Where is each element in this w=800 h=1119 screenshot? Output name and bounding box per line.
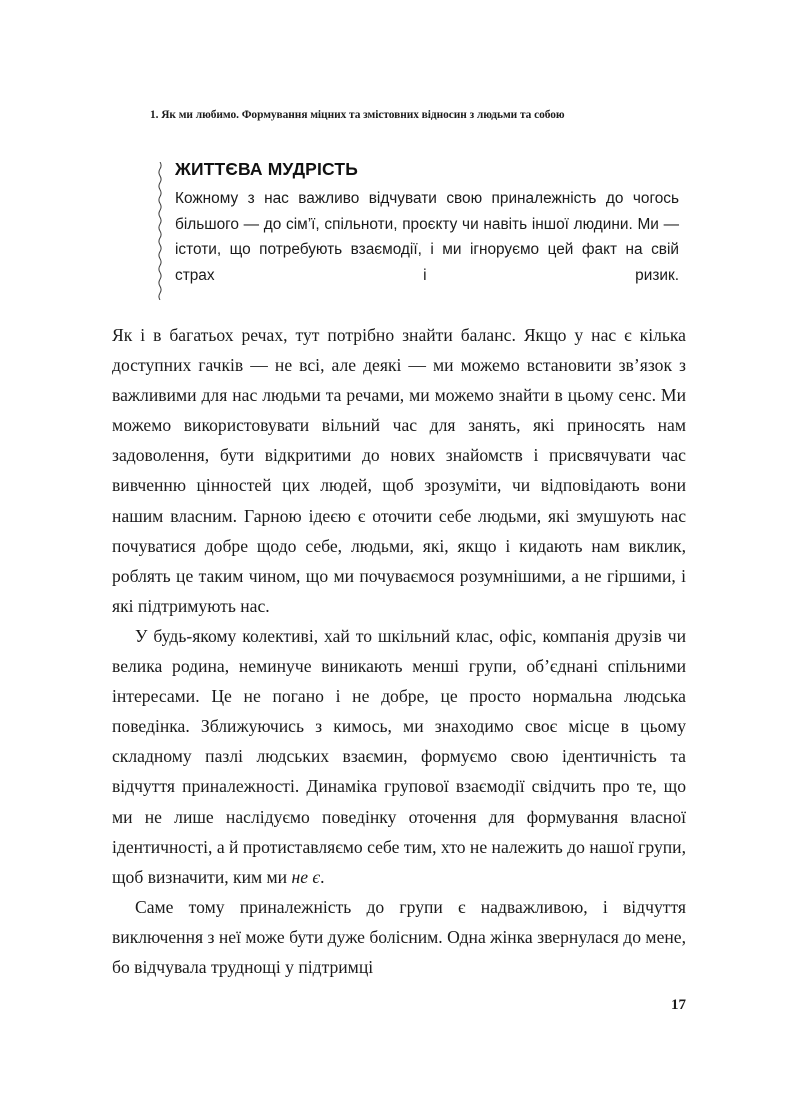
page-number: 17 [671, 997, 686, 1013]
paragraph: Як і в багатьох речах, тут потрібно знайти баланс. Якщо у нас є кілька доступних гачків — не всі, але деякі — ми можемо встановити зв’язок з важливими для нас людьми та речами, ми можемо знайти в цьому сенс. Ми можемо використовувати вільний час для занять, які приносять нам задоволення, бути відкритими до нових знайомств і присвячувати час вивченню цінностей цих людей, щоб зрозуміти, чи відповідають вони нашим власним. Гарною ідеєю є оточити себе людьми, які змушують нас почуватися добре щодо себе, людьми, які, якщо і кидають нам виклик, роблять це таким чином, що ми почуваємося розумнішими, а не гіршими, і які підтримують нас. [112, 325, 686, 616]
running-head: 1. Як ми любимо. Формування міцних та змістовних відносин з людьми та собою [150, 109, 565, 121]
wavy-rule-icon [157, 162, 163, 300]
callout-box [157, 158, 679, 288]
callout-body: Кожному з нас важливо відчувати свою приналежність до чогось більшого — до сім’ї, спільноти, проєкту чи навіть іншої людини. Ми — істоти, що потребують взаємодії, і ми ігноруємо цей факт на свій страх і ризик. [175, 190, 679, 284]
paragraph-text-after-emphasis: . [320, 866, 325, 887]
callout-title: ЖИТТЄВА МУДРІСТЬ [175, 159, 358, 179]
body-text [112, 320, 686, 982]
paragraph-text-before-emphasis: У будь-якому колективі, хай то шкільний клас, офіс, компанія друзів чи велика родина, неминуче виникають менші групи, об’єднані спільними інтересами. Це не погано і не добре, це просто нормальна людська поведінка. Зближуючись з кимось, ми знаходимо своє місце в цьому складному пазлі людських взаємин, формуємо свою ідентичність та відчуття приналежності. Динаміка групової взаємодії свідчить про те, що ми не лише наслідуємо поведінку оточення для формування власної ідентичності, а й протиставляємо себе тим, хто не належить до нашої групи, щоб визначити, ким ми [112, 625, 686, 887]
paragraph [112, 621, 686, 892]
paragraph: Саме тому приналежність до групи є надважливою, і відчуття виключення з неї може бути дуже болісним. Одна жінка звернулася до мене, бо відчувала труднощі у підтримці [112, 896, 686, 977]
emphasis-text: не є [291, 866, 321, 887]
